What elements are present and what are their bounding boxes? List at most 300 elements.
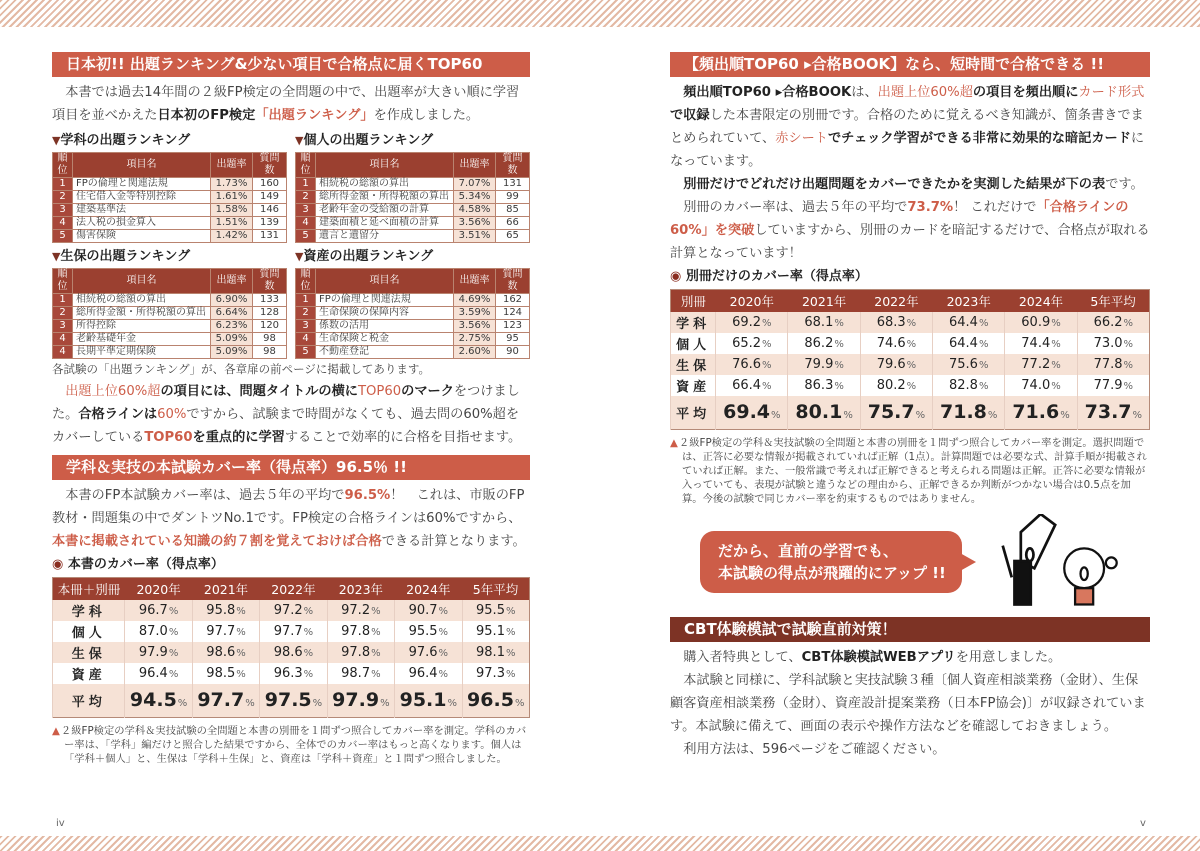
mascot-illustration (982, 514, 1132, 609)
coverage-cell (1005, 333, 1077, 354)
coverage-value: 95.1 (476, 623, 505, 639)
ranking-column-header: 順位 (53, 269, 73, 294)
ranking-block (52, 249, 287, 359)
coverage-row (671, 375, 1150, 396)
count-cell: 160 (253, 178, 287, 191)
coverage-column-header: 本冊＋別冊 (53, 578, 125, 600)
ranking-row (296, 204, 530, 217)
right-coverage-table (670, 289, 1150, 430)
bubble-area (700, 514, 1150, 609)
ranking-column-header: 質問数 (253, 269, 287, 294)
percent-unit: % (1123, 317, 1134, 329)
percent-unit: % (303, 668, 314, 680)
row-label: 資産 (53, 663, 125, 684)
coverage-table (670, 289, 1150, 430)
rank-cell: 2 (53, 191, 73, 204)
count-cell: 131 (496, 178, 530, 191)
coverage-value: 97.6 (408, 644, 438, 660)
coverage-cell (1005, 312, 1077, 333)
item-cell: 建築基準法 (73, 204, 211, 217)
coverage-cell (933, 375, 1005, 396)
coverage-value: 79.6 (876, 356, 906, 372)
text-segment: 合格ラインは (78, 407, 158, 422)
ranking-grid (52, 133, 530, 359)
ranking-block (52, 133, 287, 243)
item-cell: 長期平準定期保険 (73, 346, 211, 359)
percent-unit: % (1051, 338, 1061, 350)
text-segment: TOP60 (358, 384, 402, 399)
coverage-cell (125, 600, 192, 621)
coverage-value: 76.6 (732, 356, 762, 372)
ranking-block (295, 249, 530, 359)
coverage-value: 97.2 (341, 602, 371, 618)
percent-unit: % (771, 410, 781, 422)
coverage-value: 74.6 (876, 335, 906, 351)
percent-unit: % (312, 698, 323, 710)
ranking-row (53, 191, 287, 204)
top60-paragraph (52, 380, 530, 449)
right-section-header: 【頻出順TOP60 ▸合格BOOK】なら、短時間で合格できる !! (670, 52, 1150, 77)
percent-unit: % (438, 626, 449, 638)
ranking-column-header: 順位 (296, 269, 316, 294)
rank-cell: 3 (53, 204, 73, 217)
coverage-value: 96.3 (273, 665, 303, 681)
ranking-header-row (53, 153, 287, 178)
item-cell: 所得控除 (73, 320, 211, 333)
ranking-row (296, 217, 530, 230)
count-cell: 128 (253, 307, 287, 320)
coverage-value: 86.2 (804, 335, 834, 351)
coverage-value: 97.7 (197, 689, 245, 712)
text-segment: することで効率的に合格を目指せます。 (284, 430, 522, 445)
ranking-column-header: 質問数 (253, 153, 287, 178)
row-label: 個人 (671, 333, 716, 354)
ranking-row (53, 320, 287, 333)
coverage-cell (327, 621, 394, 642)
coverage-cell (716, 333, 788, 354)
coverage-cell (395, 663, 462, 684)
row-label: 学科 (671, 312, 716, 333)
text-segment: していますから、別冊のカードを暗記するだけで、合格点が取れる計算となっています！ (670, 223, 1150, 261)
coverage-value: 66.2 (1093, 314, 1123, 330)
coverage-cell (462, 600, 529, 621)
coverage-cell (933, 312, 1005, 333)
percent-unit: % (371, 626, 381, 638)
ranking-row (53, 204, 287, 217)
ranking-row (53, 307, 287, 320)
text-segment: になっています。 (670, 131, 1145, 169)
rank-cell: 4 (53, 346, 73, 359)
ranking-column-header: 出題率 (454, 269, 496, 294)
page-number-right: v (1140, 818, 1146, 829)
rank-cell: 3 (53, 320, 73, 333)
item-cell: 法人税の損金算入 (73, 217, 211, 230)
coverage-value: 74.0 (1021, 377, 1051, 393)
coverage-cell (933, 396, 1005, 430)
left-coverage-table (52, 577, 530, 718)
coverage-section-header: 学科＆実技の本試験カバー率（得点率）96.5％ !! (52, 455, 530, 480)
rank-cell: 5 (296, 346, 316, 359)
percent-unit: % (906, 317, 917, 329)
ranking-table (52, 152, 287, 243)
percent-unit: % (834, 380, 844, 392)
rank-cell: 4 (296, 333, 316, 346)
ranking-row (296, 191, 530, 204)
percent-unit: % (371, 605, 381, 617)
ranking-row (53, 333, 287, 346)
coverage-row (671, 312, 1150, 333)
count-cell: 146 (253, 204, 287, 217)
percent-unit: % (303, 605, 314, 617)
coverage-value: 96.4 (408, 665, 438, 681)
count-cell: 120 (253, 320, 287, 333)
coverage-cell (933, 354, 1005, 375)
ranking-table (295, 152, 530, 243)
coverage-cell (327, 642, 394, 663)
percent-unit: % (236, 626, 246, 638)
ranking-note: 各試験の「出題ランキング」が、各章扉の前ページに掲載してあります。 (52, 362, 431, 376)
coverage-cell (1077, 354, 1149, 375)
percent-unit: % (303, 647, 314, 659)
coverage-value: 80.1 (795, 401, 843, 424)
ranking-column-header: 順位 (296, 153, 316, 178)
coverage-cell (788, 354, 860, 375)
count-cell: 133 (253, 294, 287, 307)
coverage-cell (716, 312, 788, 333)
ranking-row (296, 230, 530, 243)
percent-unit: % (505, 626, 516, 638)
text-segment: 赤シート (775, 131, 828, 146)
ranking-title: ▼ 個人の出題ランキング (295, 133, 530, 149)
bubble-line-2: 本試験の得点が飛躍的にアップ !! (718, 563, 946, 582)
left-page (52, 52, 530, 766)
percent-unit: % (978, 338, 989, 350)
text-segment: 本試験と同様に、学科試験と実技試験３種〔個人資産相談業務（金財）、生保顧客資産相談業務（金財）、資産設計提案業務（日本FP協会)〕が収録されています。本試験に備えて、画面の表示や操作方法などを確認しておきましょう。 (670, 673, 1146, 734)
percent-unit: % (236, 647, 246, 659)
item-cell: 相続税の総額の算出 (73, 294, 211, 307)
percent-unit: % (978, 317, 989, 329)
coverage-cell (1005, 396, 1077, 430)
coverage-cell (395, 600, 462, 621)
coverage-value: 98.5 (206, 665, 236, 681)
rank-cell: 4 (296, 217, 316, 230)
percent-unit: % (762, 338, 772, 350)
right-page (670, 52, 1150, 761)
count-cell: 139 (253, 217, 287, 230)
coverage-value: 95.5 (408, 623, 438, 639)
coverage-value: 69.4 (723, 401, 771, 424)
ranking-header-row (296, 269, 530, 294)
coverage-value: 97.5 (264, 689, 312, 712)
coverage-value: 97.7 (206, 623, 236, 639)
coverage-cell (192, 663, 259, 684)
percent-unit: % (303, 626, 314, 638)
coverage-value: 97.2 (273, 602, 303, 618)
coverage-cell (1077, 375, 1149, 396)
rank-cell: 1 (296, 178, 316, 191)
coverage-value: 60.9 (1021, 314, 1051, 330)
percent-unit: % (987, 410, 998, 422)
percent-unit: % (1123, 338, 1134, 350)
text-segment: をつけました。 (52, 384, 520, 422)
text-segment: の項目には、問題タイトルの横に (160, 384, 358, 399)
rank-cell: 4 (53, 217, 73, 230)
text-segment: 頻出順TOP60 ▸合格BOOK (683, 85, 852, 100)
coverage-cell (462, 642, 529, 663)
text-segment: 別冊のカバー率は、過去５年の平均で (683, 200, 908, 215)
coverage-cell (125, 621, 192, 642)
percent-unit: % (1123, 359, 1134, 371)
coverage-column-header: 2022年 (260, 578, 327, 600)
rate-cell: 5.09% (211, 346, 253, 359)
top-stripe (0, 0, 1200, 27)
percent-unit: % (843, 410, 853, 422)
coverage-cell (860, 333, 932, 354)
ranking-column-header: 出題率 (211, 269, 253, 294)
ranking-header-row (53, 269, 287, 294)
rank-cell: 2 (296, 307, 316, 320)
coverage-value: 68.1 (804, 314, 834, 330)
percent-unit: % (514, 698, 525, 710)
rank-cell: 2 (296, 191, 316, 204)
coverage-column-header: 別冊 (671, 290, 716, 312)
coverage-value: 90.7 (408, 602, 438, 618)
count-cell: 124 (496, 307, 530, 320)
rank-cell: 5 (296, 230, 316, 243)
row-label: 平均 (671, 396, 716, 430)
text-segment: ！ これだけで (953, 200, 1037, 215)
row-label: 生保 (671, 354, 716, 375)
result-paragraph (670, 173, 1150, 196)
ranking-table (295, 268, 530, 359)
coverage-cell (125, 642, 192, 663)
coverage-column-header: 2022年 (860, 290, 932, 312)
coverage-value: 77.8 (1093, 356, 1123, 372)
rank-cell: 3 (296, 320, 316, 333)
row-label: 資産 (671, 375, 716, 396)
count-cell: 85 (496, 204, 530, 217)
coverage-row (53, 663, 530, 684)
text-segment: TOP60 (144, 430, 193, 445)
coverage-cell (860, 354, 932, 375)
percent-unit: % (906, 380, 917, 392)
text-segment: のマーク (401, 384, 454, 399)
ranking-title: ▼ 学科の出題ランキング (52, 133, 287, 149)
text-segment: 本書では過去14年間の２級FP検定の全問題の中で、出題率が大きい順に学習項目を並べかえた (52, 85, 520, 123)
coverage-value: 71.8 (940, 401, 987, 424)
bubble-line-1: だから、直前の学習でも、 (718, 541, 899, 560)
percent-unit: % (1060, 410, 1070, 422)
coverage-row (671, 354, 1150, 375)
coverage-value: 64.4 (948, 335, 978, 351)
coverage-cell (788, 396, 860, 430)
coverage-cell (395, 684, 462, 718)
coverage-cell (860, 312, 932, 333)
coverage-cell (260, 663, 327, 684)
coverage-value: 64.4 (948, 314, 978, 330)
percent-unit: % (505, 668, 516, 680)
percent-unit: % (762, 317, 772, 329)
book-paragraph (670, 81, 1150, 173)
item-cell: 生命保険と税金 (316, 333, 454, 346)
coverage-cell (860, 375, 932, 396)
coverage-value: 74.4 (1021, 335, 1051, 351)
text-segment: を用意しました。 (955, 650, 1062, 665)
text-segment: 「合格ラインの60%」を突破 (670, 200, 1129, 238)
coverage-cell (716, 396, 788, 430)
coverage-value: 95.5 (476, 602, 505, 618)
rate-cell: 6.23% (211, 320, 253, 333)
coverage-value: 75.7 (867, 401, 915, 424)
percent-unit: % (915, 410, 926, 422)
percent-unit: % (1051, 380, 1061, 392)
coverage-table (52, 577, 530, 718)
row-label: 生保 (53, 642, 125, 663)
percent-unit: % (438, 668, 449, 680)
count-cell: 98 (253, 346, 287, 359)
coverage-cell (462, 621, 529, 642)
coverage-value: 71.6 (1012, 401, 1060, 424)
ranking-column-header: 出題率 (454, 153, 496, 178)
rate-cell: 6.64% (211, 307, 253, 320)
text-segment: 利用方法は、596ページをご確認ください。 (683, 742, 946, 757)
text-segment: できる計算となります。 (381, 534, 526, 549)
coverage-cell (716, 354, 788, 375)
item-cell: 住宅借入金等特別控除 (73, 191, 211, 204)
coverage-cell (788, 375, 860, 396)
coverage-value: 98.6 (206, 644, 236, 660)
coverage-value: 68.3 (876, 314, 906, 330)
row-label: 個人 (53, 621, 125, 642)
pencil-character-icon (1003, 514, 1055, 604)
percent-unit: % (168, 668, 179, 680)
rate-cell: 3.51% (454, 230, 496, 243)
ranking-row (296, 294, 530, 307)
ranking-column-header: 質問数 (496, 269, 530, 294)
item-cell: 総所得金額・所得税額の算出 (316, 191, 454, 204)
coverage-value: 97.3 (476, 665, 505, 681)
rate-cell: 6.90% (211, 294, 253, 307)
item-cell: 生命保険の保障内容 (316, 307, 454, 320)
coverage-cell (716, 375, 788, 396)
text-segment: ！ これは、市販のFP教材・問題集の中でダントツNo.1です。FP検定の合格ラインは60%ですから、 (52, 488, 525, 526)
coverage-cell (260, 684, 327, 718)
text-segment: で収録 (670, 108, 710, 123)
coverage-column-header: 5年平均 (462, 578, 529, 600)
coverage-value: 98.6 (273, 644, 303, 660)
cbt-paragraph-3 (670, 738, 1150, 761)
text-segment: 本書に掲載されている知識の約７割を覚えておけば合格 (52, 534, 382, 549)
coverage-value: 87.0 (138, 623, 168, 639)
percent-unit: % (438, 605, 449, 617)
count-cell: 162 (496, 294, 530, 307)
rank-cell: 1 (53, 178, 73, 191)
coverage-value: 97.9 (332, 689, 380, 712)
rate-cell: 5.09% (211, 333, 253, 346)
percent-unit: % (168, 626, 179, 638)
ranking-row (296, 178, 530, 191)
ranking-column-header: 項目名 (316, 153, 454, 178)
percent-unit: % (1051, 317, 1061, 329)
coverage-cell (395, 642, 462, 663)
rate-cell: 3.56% (454, 217, 496, 230)
coverage-value: 98.7 (341, 665, 371, 681)
coverage-cell (192, 684, 259, 718)
text-segment: 本書のFP本試験カバー率は、過去５年の平均で (65, 488, 345, 503)
count-cell: 149 (253, 191, 287, 204)
text-segment: を作成しました。 (373, 108, 480, 123)
coverage-cell (125, 684, 192, 718)
rank-cell: 1 (296, 294, 316, 307)
coverage-value: 98.1 (476, 644, 505, 660)
count-cell: 123 (496, 320, 530, 333)
ranking-column-header: 項目名 (316, 269, 454, 294)
ranking-title: ▼ 資産の出題ランキング (295, 249, 530, 265)
text-segment: 60% (157, 407, 187, 422)
ranking-column-header: 質問数 (496, 153, 530, 178)
coverage-value: 65.2 (732, 335, 762, 351)
item-cell: 傷害保険 (73, 230, 211, 243)
coverage-column-header: 2021年 (192, 578, 259, 600)
percent-unit: % (447, 698, 457, 710)
coverage-cell (260, 621, 327, 642)
coverage-cell (327, 600, 394, 621)
coverage-column-header: 2020年 (716, 290, 788, 312)
left-section-header: 日本初!! 出題ランキング&少ない項目で合格点に届くTOP60 (52, 52, 530, 77)
text-segment: カード形式 (1078, 85, 1145, 100)
percent-unit: % (762, 380, 772, 392)
percent-unit: % (438, 647, 449, 659)
item-cell: 老齢年金の受給額の計算 (316, 204, 454, 217)
cbt-paragraph-2 (670, 669, 1150, 738)
rank-cell: 1 (53, 294, 73, 307)
item-cell: FPの倫理と関連法規 (316, 294, 454, 307)
coverage-value: 96.5 (467, 689, 514, 712)
coverage-average-row (53, 684, 530, 718)
ranking-row (53, 294, 287, 307)
ranking-block (295, 133, 530, 243)
coverage-cell (1005, 375, 1077, 396)
count-cell: 90 (496, 346, 530, 359)
percent-unit: % (834, 338, 844, 350)
item-cell: 建築面積と延べ面積の計算 (316, 217, 454, 230)
coverage-cell (1005, 354, 1077, 375)
coverage-value: 97.8 (341, 644, 371, 660)
count-cell: 98 (253, 333, 287, 346)
item-cell: 遺言と遺留分 (316, 230, 454, 243)
percent-unit: % (371, 668, 381, 680)
coverage-column-header: 2023年 (933, 290, 1005, 312)
coverage-row (53, 621, 530, 642)
rank-cell: 5 (53, 230, 73, 243)
percent-unit: % (906, 359, 917, 371)
coverage-column-header: 2020年 (125, 578, 192, 600)
intro-paragraph (52, 81, 530, 127)
cbt-section-header: CBT体験模試で試験直前対策！ (670, 617, 1150, 642)
coverage-cell (933, 333, 1005, 354)
rate-cell: 3.56% (454, 320, 496, 333)
coverage-header-row (671, 290, 1150, 312)
coverage-average-row (671, 396, 1150, 430)
coverage-cell (327, 684, 394, 718)
count-cell: 95 (496, 333, 530, 346)
text-segment: 購入者特典として、 (683, 650, 802, 665)
rate-cell: 7.07% (454, 178, 496, 191)
left-footnote: ▲ ２級FP検定の学科＆実技試験の全問題と本書の別冊を１問ずつ照合してカバー率を測定。学科のカバー率は、「学科」編だけと照合した結果ですから、全体でのカバー率はもっと高くなります。個人は「学科＋個人」と、生保は「学科＋生保」と、資産は「学科＋資産」と１問ずつ照合しました。 (52, 724, 530, 766)
percent-unit: % (762, 359, 772, 371)
coverage-cell (260, 642, 327, 663)
cbt-paragraph-1 (670, 646, 1150, 669)
